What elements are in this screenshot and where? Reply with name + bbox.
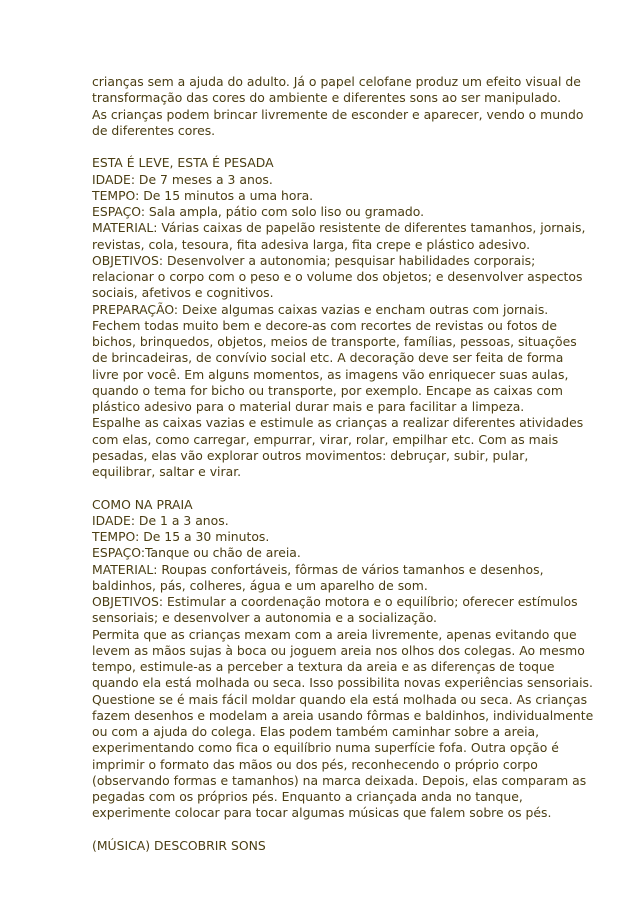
text-line: bichos, brinquedos, objetos, meios de transporte, famílias, pessoas, situações [92, 334, 577, 349]
text-line: As crianças podem brincar livremente de esconder e aparecer, vendo o mundo [92, 106, 584, 122]
text-line: crianças sem a ajuda do adulto. Já o papel celofane produz um efeito visual de [92, 74, 581, 89]
text-line: Questione se é mais fácil moldar quando ela está molhada ou seca. As crianças [92, 691, 588, 707]
text-line: IDADE: De 1 a 3 anos. [92, 512, 229, 528]
text-line: experimentando como fica o equilíbrio numa superfície fofa. Outra opção é [92, 740, 559, 756]
section-leve-pesada [92, 155, 586, 480]
text-line: tempo, estimule-as a perceber a textura da areia e as diferenças de toque [92, 659, 555, 674]
paragraph-spacer [92, 139, 562, 155]
text-line: pegadas com os próprios pés. Enquanto a criançada anda no tanque, [92, 789, 523, 804]
text-line: revistas, cola, tesoura, fita adesiva larga, fita crepe e plástico adesivo. [92, 236, 531, 252]
paragraph-spacer [92, 480, 562, 496]
text-line: de brincadeiras, de convívio social etc. A decoração deve ser feita de forma [92, 350, 564, 366]
text-line: OBJETIVOS: Desenvolver a autonomia; pesquisar habilidades corporais; [92, 252, 536, 268]
text-line: pesadas, elas vão explorar outros movimentos: debruçar, subir, pular, [92, 447, 529, 463]
text-line: TEMPO: De 15 minutos a uma hora. [92, 187, 314, 203]
text-line: TEMPO: De 15 a 30 minutos. [92, 529, 270, 544]
paragraph-spacer [92, 822, 562, 838]
text-line: Espalhe as caixas vazias e estimule as crianças a realizar diferentes atividades [92, 415, 584, 431]
text-line: ESPAÇO: Sala ampla, pátio com solo liso ou gramado. [92, 204, 425, 219]
text-line: ESPAÇO:Tanque ou chão de areia. [92, 545, 301, 561]
text-line: PREPARAÇÃO: Deixe algumas caixas vazias e encham outras com jornais. [92, 301, 549, 317]
section-como-na-praia [92, 496, 594, 822]
text-line: Permita que as crianças mexam com a areia livremente, apenas evitando que [92, 626, 577, 642]
section-title: (MÚSICA) DESCOBRIR SONS [92, 837, 266, 853]
text-line: relacionar o corpo com o peso e o volume dos objetos; e desenvolver aspectos [92, 269, 583, 284]
text-line: IDADE: De 7 meses a 3 anos. [92, 171, 273, 187]
text-line: levem as mãos sujas à boca ou joguem areia nos olhos dos colegas. Ao mesmo [92, 642, 585, 658]
text-line: ou com a ajuda do colega. Elas podem também caminhar sobre a areia, [92, 724, 540, 739]
text-line: sensoriais; e desenvolver a autonomia e a socialização. [92, 610, 437, 626]
text-line: (observando formas e tamanhos) na marca deixada. Depois, elas comparam as [92, 772, 587, 788]
text-line: quando ela está molhada ou seca. Isso possibilita novas experiências sensoriais. [92, 675, 593, 691]
intro-paragraph [92, 74, 584, 139]
text-line: equilibrar, saltar e virar. [92, 464, 242, 479]
text-line: plástico adesivo para o material durar mais e para facilitar a limpeza. [92, 399, 525, 414]
text-line: livre por você. Em alguns momentos, as imagens vão enriquecer suas aulas, [92, 366, 569, 382]
text-line: MATERIAL: Roupas confortáveis, fôrmas de vários tamanhos e desenhos, [92, 561, 544, 577]
text-line: imprimir o formato das mãos ou dos pés, reconhecendo o próprio corpo [92, 756, 538, 772]
text-line: experimente colocar para tocar algumas músicas que falem sobre os pés. [92, 805, 552, 821]
text-line: OBJETIVOS: Estimular a coordenação motora e o equilíbrio; oferecer estímulos [92, 594, 578, 609]
section-title: ESTA É LEVE, ESTA É PESADA [92, 155, 274, 171]
section-descobrir-sons [92, 838, 562, 854]
text-line: com elas, como carregar, empurrar, virar, rolar, empilhar etc. Com as mais [92, 431, 559, 447]
text-line: fazem desenhos e modelam a areia usando fôrmas e baldinhos, individualmente [92, 707, 594, 723]
text-line: MATERIAL: Várias caixas de papelão resistente de diferentes tamanhos, jornais, [92, 220, 586, 236]
document-page [92, 74, 594, 854]
text-line: sociais, afetivos e cognitivos. [92, 285, 274, 301]
text-line: quando o tema for bicho ou transporte, por exemplo. Encape as caixas com [92, 382, 563, 398]
text-line: transformação das cores do ambiente e diferentes sons ao ser manipulado. [92, 90, 562, 106]
text-line: de diferentes cores. [92, 122, 216, 138]
text-line: Fechem todas muito bem e decore-as com recortes de revistas ou fotos de [92, 317, 558, 333]
text-line: baldinhos, pás, colheres, água e um aparelho de som. [92, 577, 428, 593]
section-title: COMO NA PRAIA [92, 496, 193, 512]
